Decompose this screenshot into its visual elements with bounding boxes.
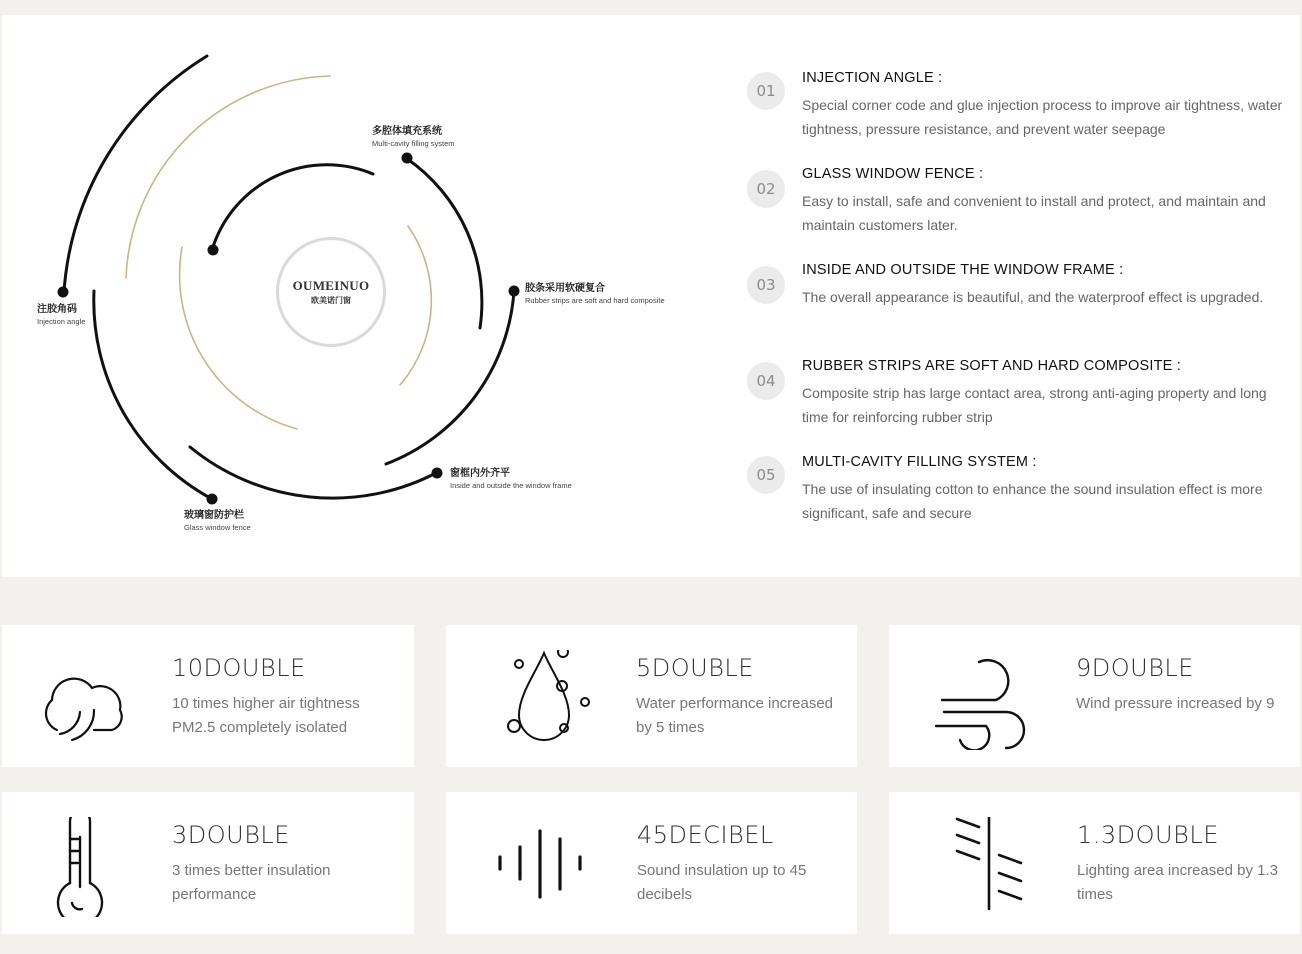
card-air-tightness <box>2 625 414 767</box>
brand-circle <box>276 237 386 347</box>
card-lighting-area <box>889 792 1300 934</box>
label-multi-cavity <box>372 125 455 149</box>
node-dot <box>402 153 413 164</box>
label-zh: 注胶角码 <box>37 304 77 315</box>
thermometer-icon <box>42 817 142 917</box>
feature-number: 04 <box>747 362 785 400</box>
node-dot <box>58 287 69 298</box>
feature-number: 05 <box>747 456 785 494</box>
card-description: Wind pressure increased by 9 <box>1076 695 1275 712</box>
feature-description: Easy to install, safe and convenient to install and protect, and maintain and maintain customers later. <box>802 193 1266 233</box>
card-water-performance <box>446 625 857 767</box>
feature-title: GLASS WINDOW FENCE : <box>802 166 984 182</box>
label-rubber-strips <box>525 282 665 306</box>
card-metric: 1.3DOUBLE <box>1077 821 1219 849</box>
label-glass-fence <box>184 509 251 533</box>
label-window-frame <box>450 467 572 491</box>
feature-description: Composite strip has large contact area, strong anti-aging property and long time for reinforcing rubber strip <box>802 385 1267 425</box>
feature-description: Special corner code and glue injection process to improve air tightness, water tightness, pressure resistance, and prevent water seepage <box>802 97 1283 137</box>
cloud-icon <box>32 650 132 750</box>
label-en: Inside and outside the window frame <box>450 481 572 490</box>
water-drop-icon <box>504 650 604 750</box>
card-metric: 5DOUBLE <box>636 654 754 682</box>
card-metric: 3DOUBLE <box>172 821 290 849</box>
feature-title: INSIDE AND OUTSIDE THE WINDOW FRAME : <box>802 262 1124 278</box>
card-description: 3 times better insulation performance <box>172 862 331 903</box>
label-en: Multi-cavity filling system <box>372 139 455 148</box>
feature-title: RUBBER STRIPS ARE SOFT AND HARD COMPOSITE : <box>802 358 1181 374</box>
card-metric: 45DECIBEL <box>637 821 774 849</box>
node-dot <box>207 494 218 505</box>
label-en: Glass window fence <box>184 523 251 532</box>
label-zh: 窗框内外齐平 <box>450 468 510 479</box>
structure-diagram <box>2 15 722 577</box>
brand-name: OUMEINUO <box>292 278 370 293</box>
label-en: Rubber strips are soft and hard composite <box>525 296 665 305</box>
card-description: Water performance increased by 5 times <box>636 695 834 736</box>
features-panel <box>2 15 1300 577</box>
card-insulation <box>2 792 414 934</box>
node-dot <box>509 286 520 297</box>
feature-description: The overall appearance is beautiful, and the waterproof effect is upgraded. <box>802 289 1264 305</box>
label-injection-angle <box>37 303 85 327</box>
brand-subtitle: 欧美诺门窗 <box>311 296 351 305</box>
card-metric: 9DOUBLE <box>1076 654 1194 682</box>
card-wind-pressure <box>889 625 1300 767</box>
light-rays-icon <box>949 817 1049 917</box>
feature-title: MULTI-CAVITY FILLING SYSTEM : <box>802 454 1037 470</box>
wind-icon <box>934 650 1034 750</box>
label-en: Injection angle <box>37 317 86 326</box>
feature-number: 03 <box>747 266 785 304</box>
card-sound-insulation <box>446 792 857 934</box>
card-metric: 10DOUBLE <box>172 654 306 682</box>
node-dot <box>208 245 219 256</box>
node-dot <box>432 468 443 479</box>
label-zh: 玻璃窗防护栏 <box>184 510 244 521</box>
card-description: Sound insulation up to 45 decibels <box>637 862 807 903</box>
label-zh: 胶条采用软硬复合 <box>525 283 605 294</box>
feature-description: The use of insulating cotton to enhance the sound insulation effect is more significant, safe and secure <box>802 481 1263 521</box>
card-description: 10 times higher air tightness PM2.5 completely isolated <box>172 695 360 736</box>
feature-number: 01 <box>747 72 785 110</box>
feature-title: INJECTION ANGLE : <box>802 70 943 86</box>
label-zh: 多腔体填充系统 <box>372 126 442 137</box>
card-description: Lighting area increased by 1.3 times <box>1077 862 1278 903</box>
sound-wave-icon <box>494 827 594 927</box>
feature-number: 02 <box>747 170 785 208</box>
